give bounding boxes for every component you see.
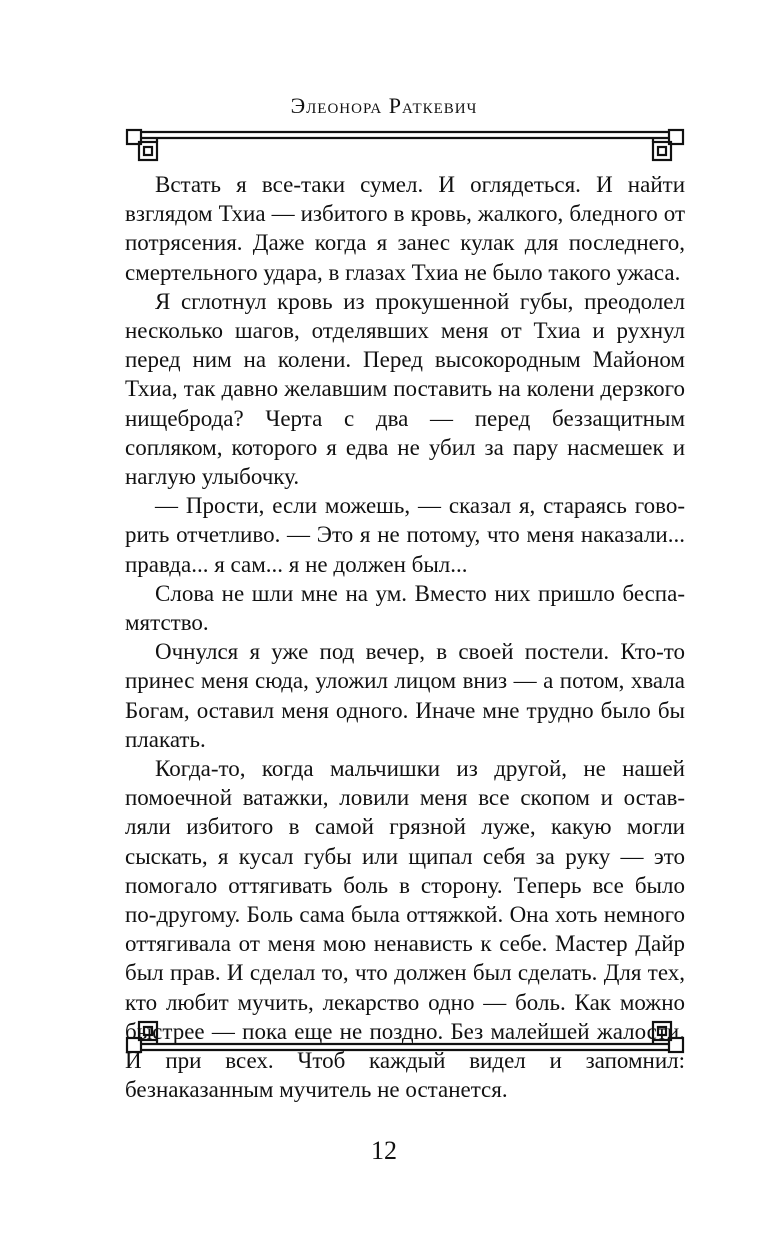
- top-ornament-border: [125, 126, 685, 162]
- paragraph: Я сглотнул кровь из прокушенной губы, преодолел несколько шагов, отделявших меня от Тхиа и рухнул перед ним на колени. Перед высокородным Майоном Тхиа, так давно желавшим поставить на колени дерзкого нищеброда? Черта с два — перед беззащитным сопляком, которого я едва не убил за пару насмешек и наглую улыбочку.: [125, 288, 685, 490]
- page-number: 12: [371, 1136, 397, 1165]
- paragraph: Встать я все-таки сумел. И оглядеться. И найти взглядом Тхиа — избитого в кровь, жалкого, бледного от потрясения. Даже когда я занес кулак для последнего, смертельного удара, в глазах Тхиа не было такого ужаса.: [125, 172, 685, 285]
- paragraph: Когда-то, когда мальчишки из другой, не нашей помоечной ватажки, ловили меня все скопом и оставляли избитого в самой грязной луже, какую могли сыскать, я кусал губы или щипал себя за руку — это помогало оттягивать боль в сторону. Теперь все было по-другому. Боль сама была оттяжкой. Она хоть немного оттягивала от меня мою ненависть к себе. Мастер Дайр был прав. И сделал то, что должен был сделать. Для тех, кто любит мучить, лекарство одно — боль. Как можно быстрее — пока еще не поздно. Без малейшей жалости. И при всех. Чтоб каждый видел и запомнил: безнаказанным мучитель не останется.: [125, 756, 685, 1103]
- body-text: [125, 170, 685, 1105]
- paragraph: — Прости, если можешь, — сказал я, стараясь говорить отчетливо. — Это я не потому, что меня наказали... правда... я сам... я не должен был...: [125, 493, 685, 577]
- running-title: Элеонора Раткевич: [290, 93, 478, 118]
- paragraph: Слова не шли мне на ум. Вместо них пришло беспамятство.: [125, 580, 685, 636]
- paragraph: Очнулся я уже под вечер, в своей постели. Кто-то принес меня сюда, уложил лицом вниз — а потом, хвала Богам, оставил меня одного. Иначе мне трудно было бы плакать.: [125, 639, 685, 752]
- bottom-ornament-border: [125, 1020, 685, 1056]
